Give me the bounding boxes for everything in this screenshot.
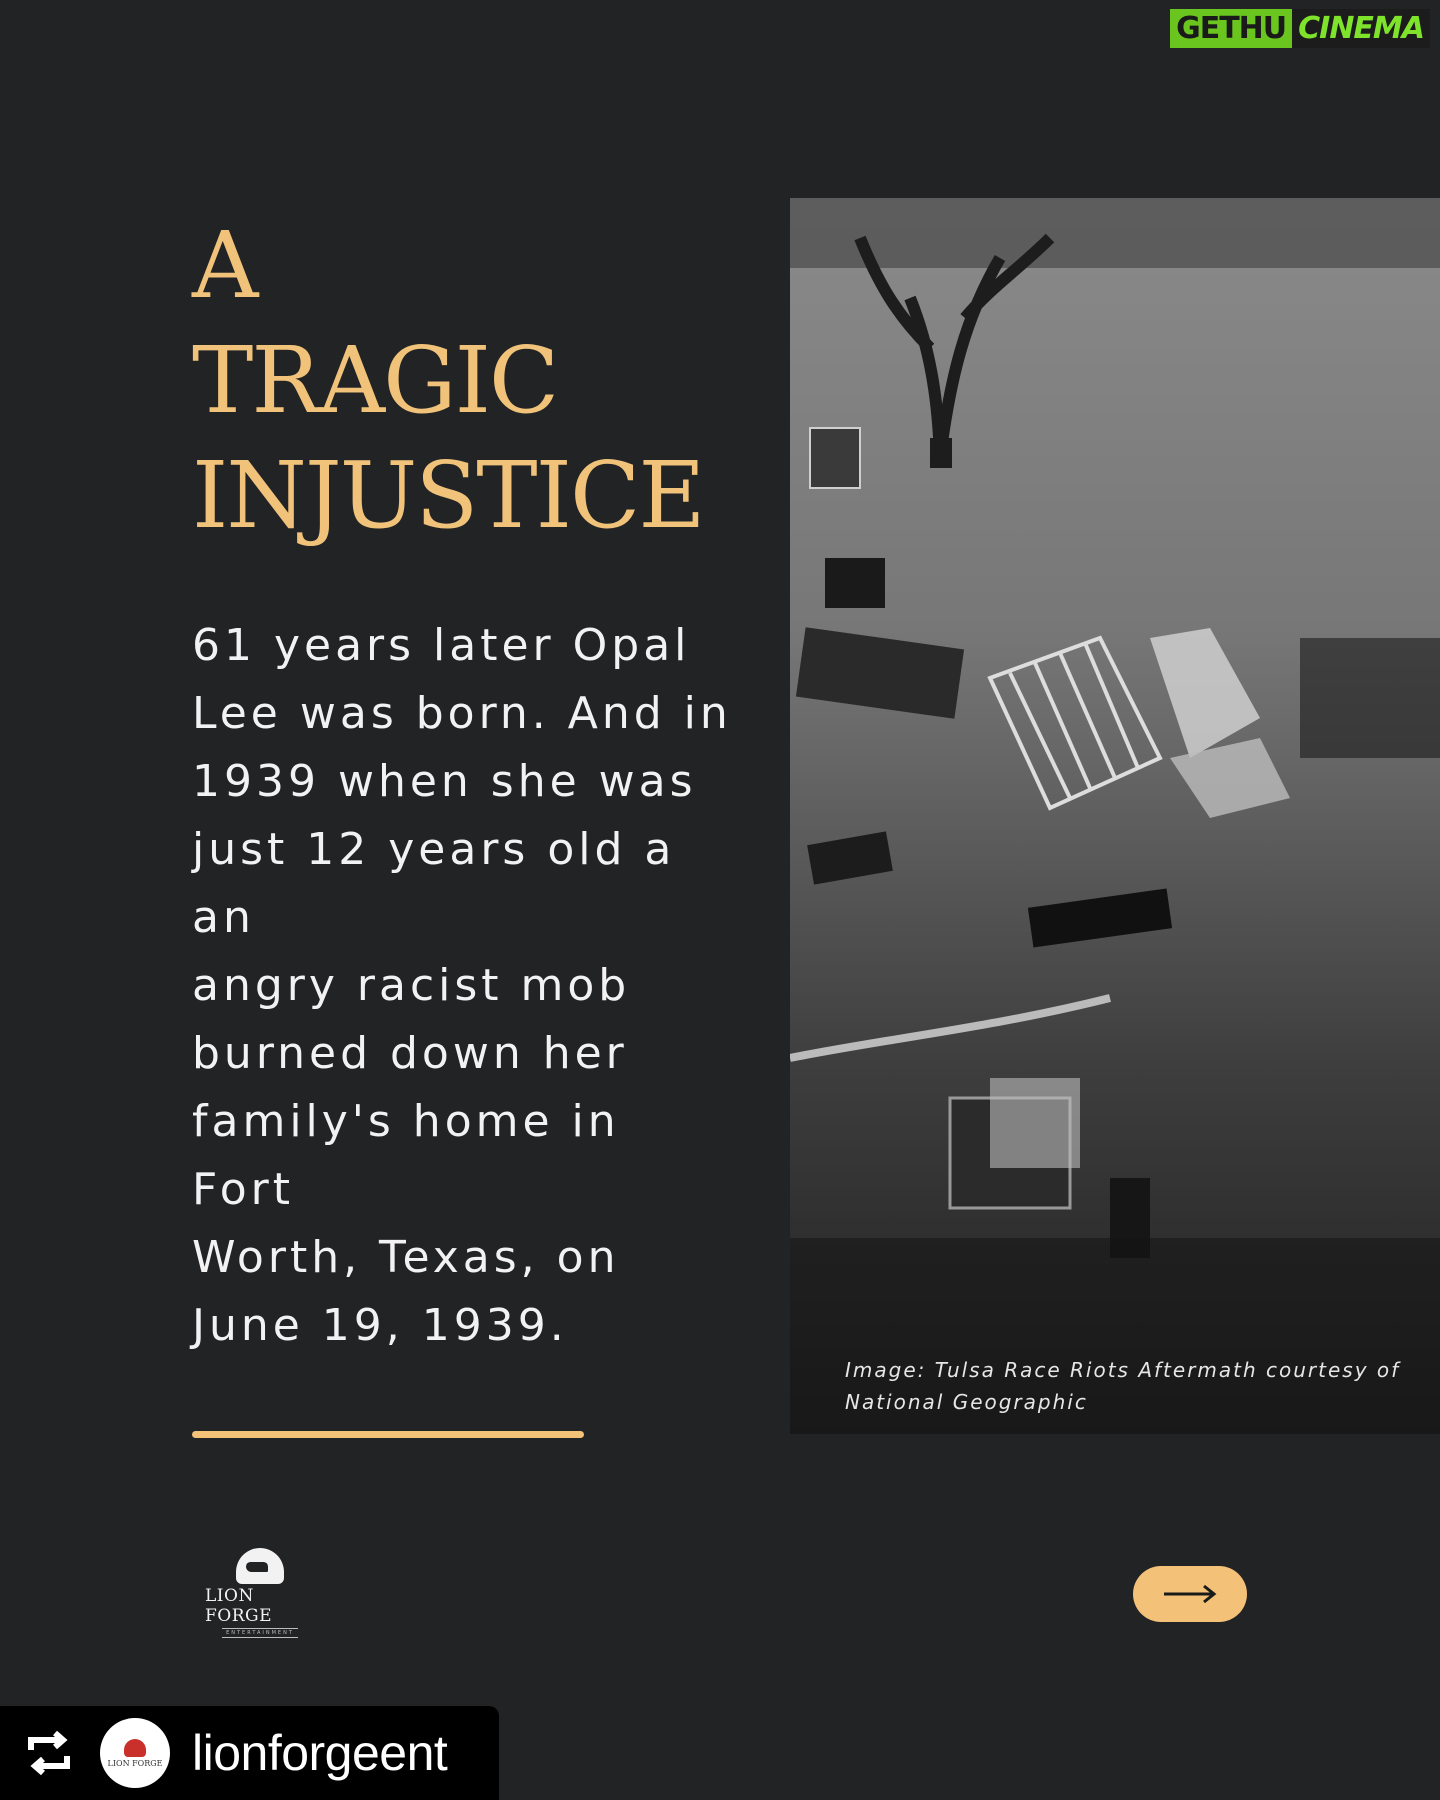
watermark-left-text: GETHU	[1170, 9, 1292, 48]
caption-line: National Geographic	[845, 1390, 1088, 1414]
title-line: TRAGIC	[192, 327, 558, 434]
body-line: 61 years later Opal	[192, 620, 691, 671]
title-line: INJUSTICE	[192, 442, 704, 549]
title-line: A	[192, 212, 257, 319]
repost-attribution-bar	[0, 1706, 499, 1800]
body-line: 1939 when she was	[192, 756, 697, 807]
watermark-logo	[1166, 6, 1434, 50]
repost-icon	[22, 1726, 76, 1780]
slide-title	[192, 208, 704, 553]
slide-body-text	[192, 612, 732, 1360]
body-line: Lee was born. And in	[192, 688, 732, 739]
lion-icon	[236, 1548, 284, 1584]
body-line: burned down her	[192, 1028, 628, 1079]
username-link[interactable]: lionforgeent	[192, 1725, 448, 1781]
lion-forge-logo	[205, 1548, 315, 1638]
body-line: Worth, Texas, on	[192, 1232, 620, 1283]
photo-illustration	[790, 198, 1440, 1434]
photo-caption	[845, 1354, 1405, 1418]
caption-line: Image: Tulsa Race Riots Aftermath courtesy of	[845, 1358, 1401, 1382]
brand-subtitle: ENTERTAINMENT	[222, 1628, 298, 1638]
body-line: family's home in Fort	[192, 1096, 620, 1215]
brand-name: LION FORGE	[205, 1586, 273, 1626]
lion-icon	[124, 1739, 146, 1757]
watermark-right-text: CINEMA	[1292, 9, 1430, 48]
historical-photo	[790, 198, 1440, 1434]
avatar[interactable]	[100, 1718, 170, 1788]
body-line: just 12 years old a an	[192, 824, 676, 943]
body-line: June 19, 1939.	[192, 1300, 568, 1351]
accent-divider	[192, 1431, 584, 1438]
arrow-right-icon	[1162, 1584, 1218, 1604]
next-slide-button[interactable]	[1133, 1566, 1247, 1622]
body-line: angry racist mob	[192, 960, 631, 1011]
avatar-label: LION FORGE	[107, 1758, 163, 1768]
